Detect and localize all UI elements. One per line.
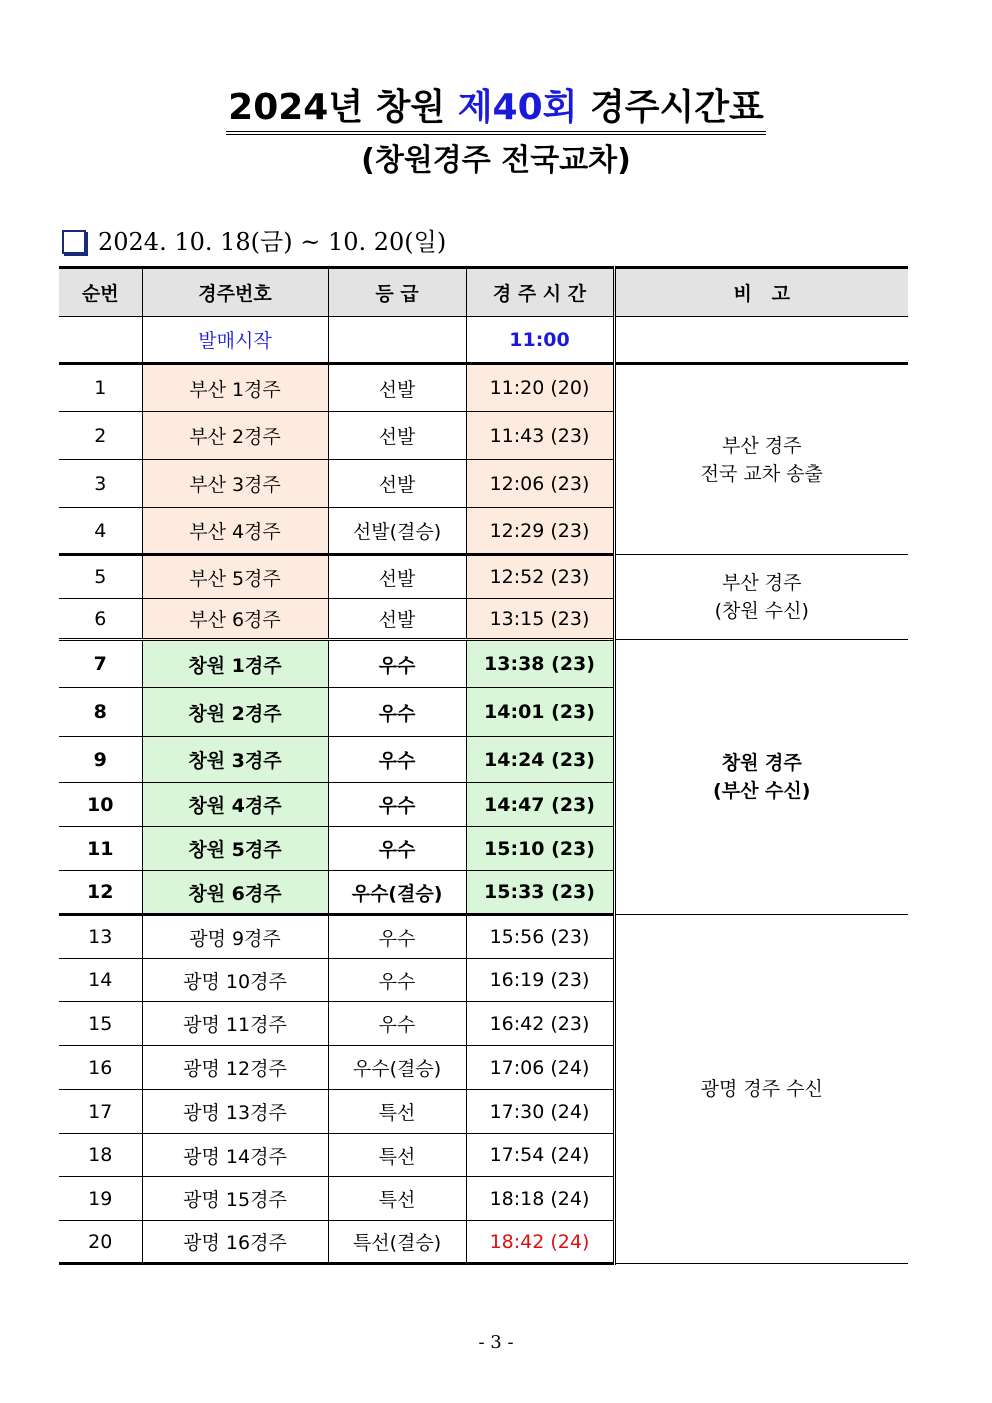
page-number: - 3 - <box>478 1332 514 1353</box>
remark-line: 전국 교차 송출 <box>700 462 823 485</box>
sale-start-row <box>59 317 908 364</box>
row-time: 18:42 (24) <box>466 1221 614 1264</box>
table-row <box>59 915 908 959</box>
title-part2: 경주시간표 <box>577 87 764 128</box>
row-grade: 우수 <box>328 1002 466 1046</box>
table-header-row <box>59 268 908 317</box>
row-grade: 선발 <box>328 555 466 599</box>
row-time: 17:30 (24) <box>466 1090 614 1134</box>
document-title <box>0 86 992 135</box>
table-row <box>59 555 908 599</box>
title-highlight: 제40회 <box>457 87 578 128</box>
row-race: 광명 14경주 <box>142 1134 328 1177</box>
row-remark <box>614 364 908 555</box>
row-no: 17 <box>59 1090 142 1134</box>
row-race: 부산 3경주 <box>142 460 328 508</box>
date-line <box>62 224 446 260</box>
row-grade: 우수 <box>328 737 466 783</box>
row-grade: 우수 <box>328 959 466 1002</box>
row-grade: 우수 <box>328 827 466 871</box>
row-no: 19 <box>59 1177 142 1221</box>
row-no: 14 <box>59 959 142 1002</box>
row-time: 17:06 (24) <box>466 1046 614 1090</box>
row-grade: 선발 <box>328 412 466 460</box>
header-grade: 등 급 <box>328 268 466 317</box>
row-no: 6 <box>59 599 142 640</box>
row-grade: 선발 <box>328 364 466 412</box>
row-grade: 선발 <box>328 599 466 640</box>
row-race: 광명 13경주 <box>142 1090 328 1134</box>
row-no: 12 <box>59 871 142 915</box>
row-grade: 특선(결승) <box>328 1221 466 1264</box>
header-no: 순번 <box>59 268 142 317</box>
row-no: 4 <box>59 508 142 555</box>
row-grade: 특선 <box>328 1090 466 1134</box>
row-race: 광명 10경주 <box>142 959 328 1002</box>
row-time: 14:24 (23) <box>466 737 614 783</box>
remark-line: 부산 경주 <box>722 434 802 457</box>
row-time: 11:43 (23) <box>466 412 614 460</box>
row-remark <box>614 915 908 1264</box>
row-time: 16:19 (23) <box>466 959 614 1002</box>
row-grade: 선발(결승) <box>328 508 466 555</box>
row-time: 12:06 (23) <box>466 460 614 508</box>
row-no: 1 <box>59 364 142 412</box>
row-no: 8 <box>59 688 142 737</box>
row-time: 17:54 (24) <box>466 1134 614 1177</box>
row-time: 12:52 (23) <box>466 555 614 599</box>
row-race: 광명 12경주 <box>142 1046 328 1090</box>
row-no: 3 <box>59 460 142 508</box>
row-time: 16:42 (23) <box>466 1002 614 1046</box>
row-no: 13 <box>59 915 142 959</box>
row-grade: 우수 <box>328 783 466 827</box>
row-race: 창원 4경주 <box>142 783 328 827</box>
header-race: 경주번호 <box>142 268 328 317</box>
row-race: 창원 6경주 <box>142 871 328 915</box>
row-race: 창원 3경주 <box>142 737 328 783</box>
row-no: 5 <box>59 555 142 599</box>
row-time: 14:47 (23) <box>466 783 614 827</box>
remark-line: (창원 수신) <box>714 600 809 622</box>
row-grade: 선발 <box>328 460 466 508</box>
sale-time: 11:00 <box>466 317 614 364</box>
row-grade: 우수 <box>328 640 466 688</box>
row-time: 13:15 (23) <box>466 599 614 640</box>
sale-no <box>59 317 142 364</box>
table-row <box>59 640 908 688</box>
row-race: 창원 5경주 <box>142 827 328 871</box>
remark-line: 광명 경주 수신 <box>700 1078 823 1100</box>
title-part1: 2024년 창원 <box>228 87 458 128</box>
row-grade: 특선 <box>328 1177 466 1221</box>
header-remark: 비 고 <box>614 268 908 317</box>
row-race: 부산 6경주 <box>142 599 328 640</box>
row-time: 18:18 (24) <box>466 1177 614 1221</box>
remark-line: (부산 수신) <box>713 780 811 802</box>
schedule-table <box>59 266 908 1265</box>
row-no: 10 <box>59 783 142 827</box>
row-race: 부산 4경주 <box>142 508 328 555</box>
document-subtitle: (창원경주 전국교차) <box>361 143 631 178</box>
row-race: 창원 2경주 <box>142 688 328 737</box>
table-row <box>59 364 908 412</box>
row-race: 창원 1경주 <box>142 640 328 688</box>
row-no: 15 <box>59 1002 142 1046</box>
sale-label: 발매시작 <box>142 317 328 364</box>
row-race: 광명 16경주 <box>142 1221 328 1264</box>
row-no: 11 <box>59 827 142 871</box>
remark-line: 부산 경주 <box>722 572 802 594</box>
checkbox-icon <box>62 230 86 254</box>
row-grade: 우수(결승) <box>328 871 466 915</box>
row-time: 13:38 (23) <box>466 640 614 688</box>
sale-remark <box>614 317 908 364</box>
row-race: 부산 1경주 <box>142 364 328 412</box>
header-time: 경 주 시 간 <box>466 268 614 317</box>
row-time: 14:01 (23) <box>466 688 614 737</box>
row-grade: 우수(결승) <box>328 1046 466 1090</box>
row-race: 광명 9경주 <box>142 915 328 959</box>
row-grade: 특선 <box>328 1134 466 1177</box>
row-race: 광명 15경주 <box>142 1177 328 1221</box>
row-time: 15:33 (23) <box>466 871 614 915</box>
row-no: 7 <box>59 640 142 688</box>
row-no: 9 <box>59 737 142 783</box>
row-no: 20 <box>59 1221 142 1264</box>
row-time: 15:10 (23) <box>466 827 614 871</box>
row-no: 18 <box>59 1134 142 1177</box>
row-grade: 우수 <box>328 688 466 737</box>
row-time: 11:20 (20) <box>466 364 614 412</box>
row-no: 2 <box>59 412 142 460</box>
remark-line: 창원 경주 <box>721 752 802 774</box>
date-range: 2024. 10. 18(금) ~ 10. 20(일) <box>98 228 447 256</box>
row-race: 부산 5경주 <box>142 555 328 599</box>
sale-grade <box>328 317 466 364</box>
row-race: 광명 11경주 <box>142 1002 328 1046</box>
row-race: 부산 2경주 <box>142 412 328 460</box>
row-remark <box>614 640 908 915</box>
row-time: 12:29 (23) <box>466 508 614 555</box>
row-remark <box>614 555 908 640</box>
row-grade: 우수 <box>328 915 466 959</box>
row-no: 16 <box>59 1046 142 1090</box>
row-time: 15:56 (23) <box>466 915 614 959</box>
